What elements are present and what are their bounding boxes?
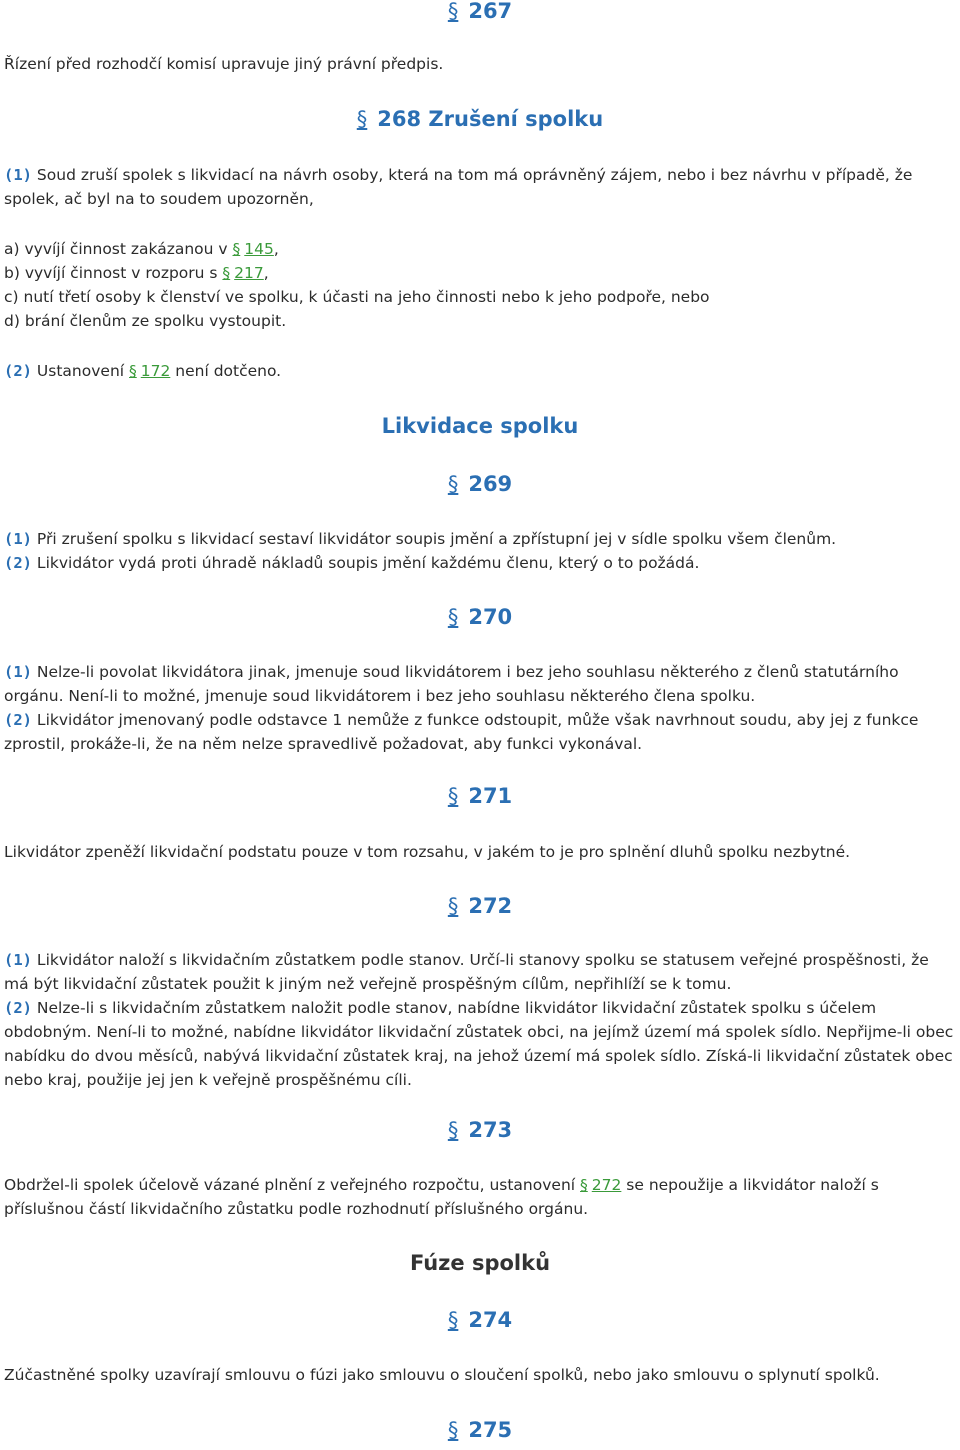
reference-number: 217 — [234, 264, 264, 282]
section-symbol: § — [129, 362, 137, 380]
paragraph-text: Ustanovení — [32, 362, 129, 380]
section-273-number: 273 — [468, 1118, 513, 1142]
section-symbol: § — [447, 1118, 459, 1142]
list-item-text: b) vyvíjí činnost v rozporu s — [4, 264, 223, 282]
paragraph-269-2 — [4, 551, 958, 575]
section-275-title — [0, 1416, 960, 1444]
section-270-title — [0, 603, 960, 631]
list-item-b — [4, 261, 958, 285]
section-symbol: § — [447, 784, 459, 808]
section-270-number: 270 — [468, 605, 513, 629]
paragraph-269 — [4, 527, 958, 575]
paragraph-273 — [4, 1173, 958, 1221]
section-symbol: § — [447, 0, 459, 23]
section-symbol: § — [447, 1308, 459, 1332]
list-item-d: d) brání členům ze spolku vystoupit. — [4, 312, 287, 330]
paragraph-270 — [4, 660, 958, 756]
paragraph-272-1 — [4, 948, 958, 996]
paragraph-number: (1) — [4, 530, 32, 548]
reference-number: 145 — [244, 240, 274, 258]
list-item-text: , — [263, 264, 269, 282]
section-267-number: 267 — [468, 0, 513, 23]
list-item-text: a) vyvíjí činnost zakázanou v — [4, 240, 233, 258]
paragraph-269-1 — [4, 527, 958, 551]
reference-link-145[interactable] — [233, 240, 274, 258]
section-268-title — [0, 105, 960, 133]
paragraph-274: Zúčastněné spolky uzavírají smlouvu o fúzi jako smlouvu o sloučení spolků, nebo jako smlouvu o splynutí spolků. — [4, 1366, 880, 1384]
paragraph-268-list — [4, 237, 958, 333]
reference-link-217[interactable] — [222, 264, 263, 282]
paragraph-text: Nelze-li s likvidačním zůstatkem naložit podle stanov, nabídne likvidátor likvidační zůstatek spolku s účelem obdobným. Není-li to možné, nabídne likvidátor likvidační zůstatek obci, na jejímž území má spolek sídlo. Nepřijme-li obec nabídku do dvou měsíců, nabývá likvidační zůstatek kraj, na jehož území má spolek sídlo. Získá-li likvidační zůstatek obec nebo kraj, použije jej jen k veřejně prospěšnému cíli. — [4, 999, 954, 1089]
paragraph-text: Obdržel-li spolek účelově vázané plnění z veřejného rozpočtu, ustanovení — [4, 1176, 581, 1194]
paragraph-text: není dotčeno. — [170, 362, 282, 380]
paragraph-272 — [4, 948, 958, 1092]
paragraph-text: Nelze-li povolat likvidátora jinak, jmenuje soud likvidátorem i bez jeho souhlasu některého z členů statutárního orgánu. Není-li to možné, jmenuje soud likvidátorem i bez jeho souhlasu některého člena spolku. — [4, 663, 899, 705]
section-275-number: 275 — [468, 1418, 513, 1442]
paragraph-text: Likvidátor naloží s likvidačním zůstatkem podle stanov. Určí-li stanovy spolku se statusem veřejné prospěšnosti, že má být likvidační zůstatek použit k jiným než veřejně prospěšným cílům, nepřihlíží se k tomu. — [4, 951, 929, 993]
list-item-text: , — [273, 240, 279, 258]
section-symbol: § — [447, 1418, 459, 1442]
reference-number: 172 — [140, 362, 171, 380]
section-symbol: § — [580, 1176, 588, 1194]
paragraph-267: Řízení před rozhodčí komisí upravuje jiný právní předpis. — [4, 55, 444, 73]
paragraph-number: (1) — [4, 951, 32, 969]
section-271-title — [0, 782, 960, 810]
section-274-title — [0, 1306, 960, 1334]
paragraph-text: se nepoužije a likvidátor naloží s příslušnou částí likvidačního zůstatku podle rozhodnutí příslušného orgánu. — [4, 1176, 879, 1218]
paragraph-270-2 — [4, 708, 958, 756]
list-item-c: c) nutí třetí osoby k členství ve spolku, k účasti na jeho činnosti nebo k jeho podpoře, nebo — [4, 288, 710, 306]
section-268-number: 268 Zrušení spolku — [377, 107, 604, 131]
paragraph-268-2 — [4, 359, 958, 383]
section-274-number: 274 — [468, 1308, 513, 1332]
paragraph-272-2 — [4, 996, 958, 1092]
section-symbol: § — [222, 264, 231, 282]
heading-fuze-spolku: Fúze spolků — [409, 1251, 551, 1275]
section-symbol: § — [447, 894, 459, 918]
paragraph-270-1 — [4, 660, 958, 708]
section-symbol: § — [447, 472, 459, 496]
section-272-number: 272 — [468, 894, 513, 918]
paragraph-text: Likvidátor vydá proti úhradě nákladů soupis jmění každému členu, který o to požádá. — [32, 554, 700, 572]
section-267-title — [0, 0, 960, 25]
section-symbol: § — [232, 240, 241, 258]
reference-number: 272 — [591, 1176, 622, 1194]
paragraph-271: Likvidátor zpeněží likvidační podstatu pouze v tom rozsahu, v jakém to je pro splnění dluhů spolku nezbytné. — [4, 843, 851, 861]
paragraph-268-1 — [4, 163, 958, 211]
paragraph-number: (1) — [4, 663, 32, 681]
paragraph-number: (2) — [4, 711, 32, 729]
section-symbol: § — [447, 605, 459, 629]
section-271-number: 271 — [468, 784, 513, 808]
list-item-a — [4, 237, 958, 261]
section-272-title — [0, 892, 960, 920]
paragraph-number: (1) — [4, 166, 32, 184]
paragraph-text: Soud zruší spolek s likvidací na návrh osoby, která na tom má oprávněný zájem, nebo i bez návrhu v případě, že spolek, ač byl na to soudem upozorněn, — [4, 166, 913, 208]
section-273-title — [0, 1116, 960, 1144]
section-269-title — [0, 470, 960, 498]
section-269-number: 269 — [468, 472, 513, 496]
reference-link-172[interactable] — [129, 362, 170, 380]
reference-link-272[interactable] — [580, 1176, 621, 1194]
section-symbol: § — [356, 107, 368, 131]
paragraph-number: (2) — [4, 362, 32, 380]
heading-likvidace-spolku: Likvidace spolku — [381, 414, 579, 438]
paragraph-number: (2) — [4, 554, 32, 572]
paragraph-text: Při zrušení spolku s likvidací sestaví likvidátor soupis jmění a zpřístupní jej v sídle spolku všem členům. — [32, 530, 837, 548]
paragraph-number: (2) — [4, 999, 32, 1017]
paragraph-text: Likvidátor jmenovaný podle odstavce 1 nemůže z funkce odstoupit, může však navrhnout soudu, aby jej z funkce zprostil, prokáže-li, že na něm nelze spravedlivě požadovat, aby funkci vykonával. — [4, 711, 919, 753]
